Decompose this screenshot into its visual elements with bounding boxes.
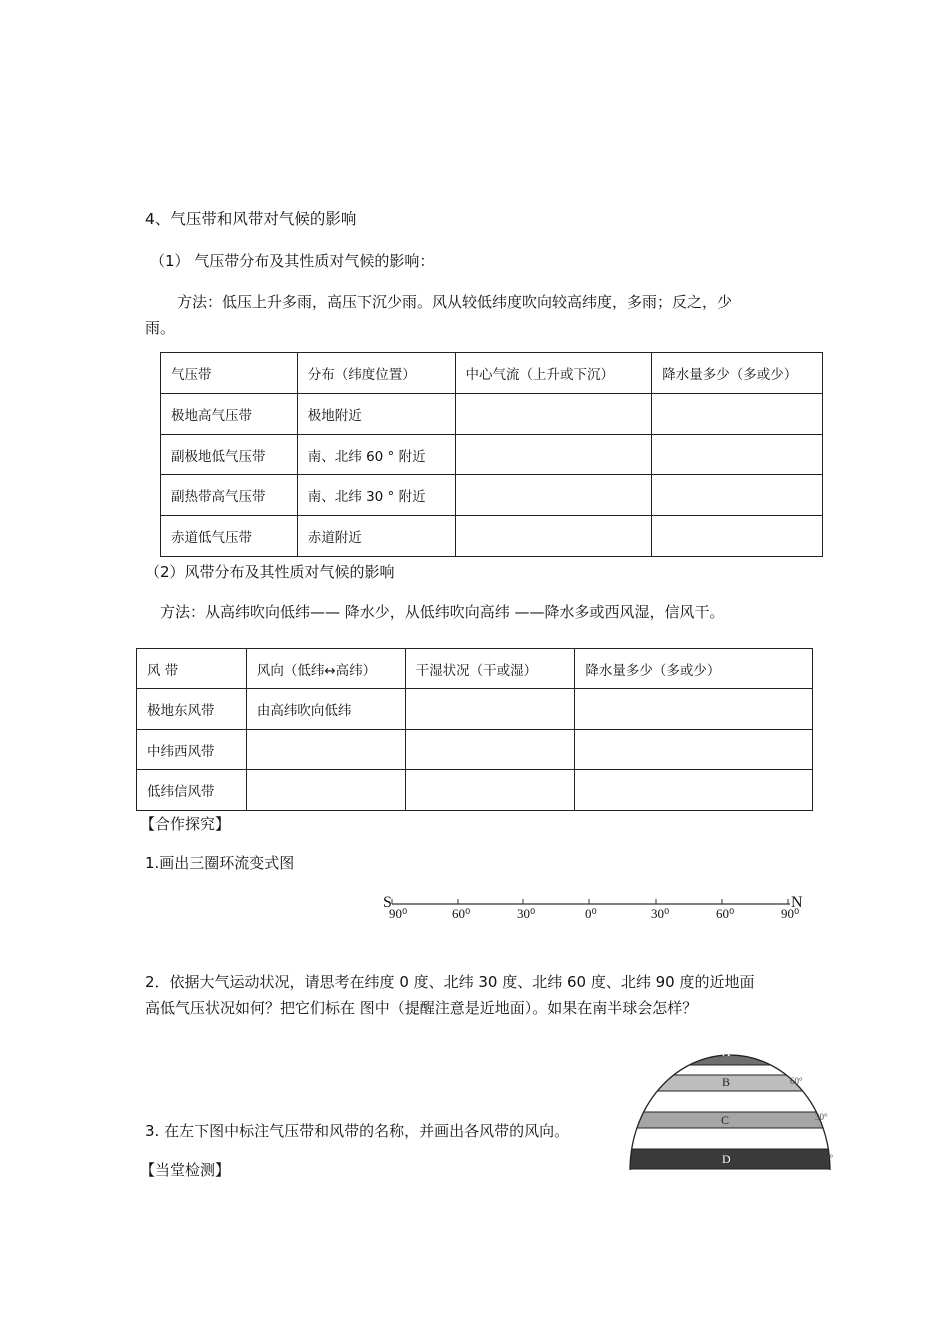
- part2-method: 方法：从高纬吹向低纬—— 降水少，从低纬吹向高纬 ——降水多或西风湿，信风干。: [160, 603, 725, 621]
- wind-belt-table: [136, 648, 813, 811]
- header-cell: 气压带: [161, 353, 298, 394]
- lat-label-60: 60°: [790, 1076, 803, 1086]
- question-3: 3. 在左下图中标注气压带和风带的名称，并画出各风带的风向。: [145, 1122, 570, 1140]
- header-cell: 降水量多少（多或少）: [575, 649, 813, 689]
- table-cell: [455, 475, 652, 516]
- tick-label: 30⁰: [651, 906, 670, 921]
- table-cell: 南、北纬 30 ° 附近: [297, 475, 455, 516]
- band-label-d: D: [722, 1152, 731, 1166]
- header-cell: 风向（低纬↔高纬）: [246, 649, 405, 689]
- table-cell: [652, 394, 823, 435]
- tick-label: 0⁰: [585, 906, 597, 921]
- table-cell: [455, 394, 652, 435]
- table-cell: [575, 689, 813, 730]
- table-cell: [575, 770, 813, 811]
- part2-title: （2）风带分布及其性质对气候的影响: [145, 563, 395, 581]
- table-cell: 副热带高气压带: [161, 475, 298, 516]
- tick-label: 30⁰: [517, 906, 536, 921]
- band-label-b: B: [722, 1075, 731, 1089]
- table-cell: 副极地低气压带: [161, 435, 298, 475]
- band-label-c: C: [721, 1113, 730, 1127]
- north-label: N: [791, 894, 803, 911]
- table-header-row: [137, 649, 813, 689]
- table-cell: [246, 770, 405, 811]
- test-title: 【当堂检测】: [140, 1161, 231, 1179]
- header-cell: 干湿状况（干或湿）: [405, 649, 575, 689]
- table-row: [161, 516, 823, 557]
- tick-label: 60⁰: [452, 906, 471, 921]
- header-cell: 分布（纬度位置）: [297, 353, 455, 394]
- header-cell: 风 带: [137, 649, 247, 689]
- latitude-axis: [380, 893, 805, 933]
- cooperation-title: 【合作探究】: [140, 815, 231, 833]
- table-row: [137, 770, 813, 811]
- table-cell: [405, 730, 575, 770]
- table-row: [161, 475, 823, 516]
- tick-label: 60⁰: [716, 906, 735, 921]
- table-cell: 极地附近: [297, 394, 455, 435]
- table-row: [137, 730, 813, 770]
- table-cell: 赤道低气压带: [161, 516, 298, 557]
- part1-method-line2: 雨。: [145, 319, 176, 337]
- table-cell: [652, 435, 823, 475]
- table-cell: [652, 475, 823, 516]
- part1-title: （1） 气压带分布及其性质对气候的影响：: [150, 252, 435, 270]
- table-header-row: [161, 353, 823, 394]
- table-cell: [246, 730, 405, 770]
- table-cell: 极地高气压带: [161, 394, 298, 435]
- section-title: 4、气压带和风带对气候的影响: [145, 210, 357, 228]
- table-cell: [652, 516, 823, 557]
- table-row: [137, 689, 813, 730]
- table-cell: 低纬信风带: [137, 770, 247, 811]
- table-cell: [575, 730, 813, 770]
- lat-label-0: 0°: [825, 1153, 834, 1163]
- question-2-line1: 2．依据大气运动状况，请思考在纬度 0 度、北纬 30 度、北纬 60 度、北纬 90 度的近地面: [145, 973, 755, 991]
- question-2-line2: 高低气压状况如何？把它们标在 图中（提醒注意是近地面）。如果在南半球会怎样？: [145, 999, 698, 1017]
- table-cell: 中纬西风带: [137, 730, 247, 770]
- header-cell: 降水量多少（多或少）: [652, 353, 823, 394]
- tick-label: 90⁰: [781, 906, 800, 921]
- table-cell: 南、北纬 60 ° 附近: [297, 435, 455, 475]
- table-row: [161, 435, 823, 475]
- band-label-a: A: [722, 1045, 731, 1059]
- table-cell: [455, 435, 652, 475]
- table-cell: [405, 689, 575, 730]
- table-cell: 极地东风带: [137, 689, 247, 730]
- header-cell: 中心气流（上升或下沉）: [455, 353, 652, 394]
- table-cell: 赤道附近: [297, 516, 455, 557]
- hemisphere-figure: [622, 1042, 837, 1177]
- table-cell: [405, 770, 575, 811]
- south-label: S: [383, 894, 392, 911]
- table-row: [161, 394, 823, 435]
- question-1: 1.画出三圈环流变式图: [145, 854, 295, 872]
- table-cell: [455, 516, 652, 557]
- lat-label-30: 30°: [815, 1112, 828, 1122]
- table-cell: 由高纬吹向低纬: [246, 689, 405, 730]
- pressure-belt-table: [160, 352, 823, 557]
- tick-label: 90⁰: [389, 906, 408, 921]
- part1-method-line1: 方法：低压上升多雨，高压下沉少雨。风从较低纬度吹向较高纬度，多雨；反之，少: [177, 293, 733, 311]
